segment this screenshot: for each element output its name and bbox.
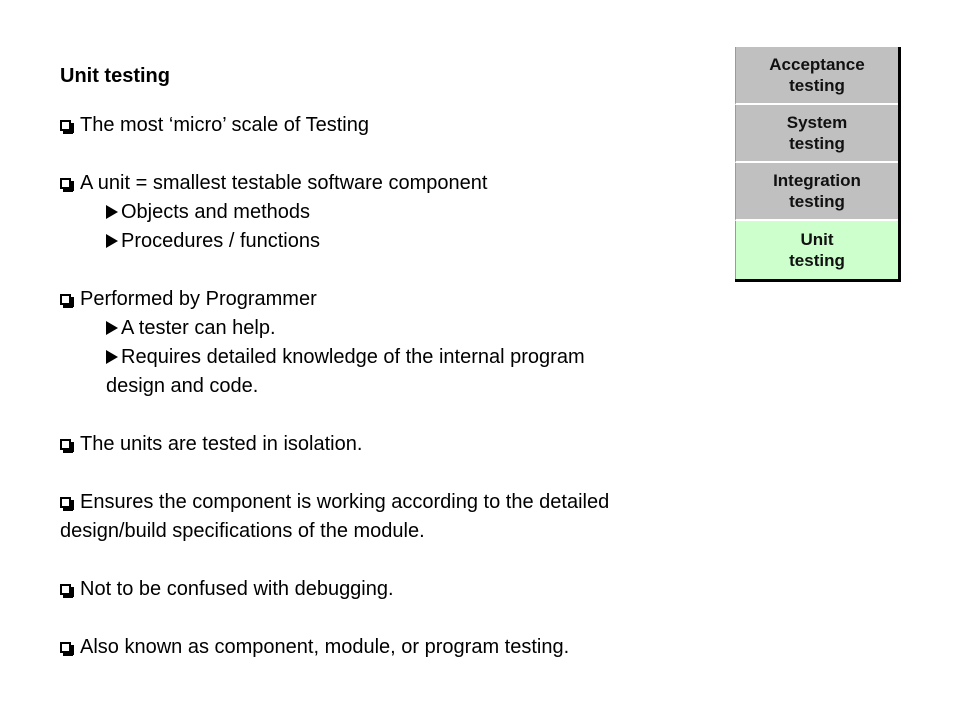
bullet-isolation [60,431,362,457]
checkbox-bullet-icon [60,439,71,450]
level-label: System [786,113,848,132]
arrow-bullet-icon [106,234,118,248]
bullet-text: A unit = smallest testable software component [80,172,488,194]
arrow-bullet-icon [106,350,118,364]
checkbox-bullet-icon [60,294,71,305]
slide-title: Unit testing [60,65,170,87]
bullet-debugging [60,576,394,602]
sub-bullet-procedures [106,228,320,254]
level-label: Integration [773,171,861,190]
sub-bullet-text: Requires detailed knowledge of the internal program [121,346,585,368]
level-label: testing [789,251,845,270]
testing-levels-diagram [735,47,901,282]
level-label: testing [789,76,845,95]
level-integration [735,163,898,221]
bullet-text: Also known as component, module, or program testing. [80,636,570,658]
sub-bullet-knowledge [106,344,585,370]
bullet-text: The most ‘micro’ scale of Testing [80,114,369,136]
bullet-performed-by [60,286,317,312]
checkbox-bullet-icon [60,642,71,653]
bullet-text: Not to be confused with debugging. [80,578,394,600]
checkbox-bullet-icon [60,584,71,595]
bullet-text: Performed by Programmer [80,288,317,310]
checkbox-bullet-icon [60,120,71,131]
level-label: testing [789,192,845,211]
bullet-text: Ensures the component is working according to the detailed [80,491,610,513]
sub-bullet-objects [106,199,310,225]
level-acceptance [735,47,898,105]
sub-bullet-tester [106,315,276,341]
sub-bullet-knowledge-cont [106,373,258,399]
level-unit [735,221,898,279]
checkbox-bullet-icon [60,178,71,189]
sub-bullet-text: Objects and methods [121,201,310,223]
sub-bullet-text: Procedures / functions [121,230,320,252]
bullet-text: The units are tested in isolation. [80,433,363,455]
level-label: Acceptance [769,55,865,74]
arrow-bullet-icon [106,205,118,219]
bullet-text: design/build specifications of the module. [60,520,425,542]
sub-bullet-text: A tester can help. [121,317,276,339]
bullet-ensures [60,489,609,515]
checkbox-bullet-icon [60,497,71,508]
arrow-bullet-icon [106,321,118,335]
bullet-also-known [60,634,569,660]
level-label: testing [789,134,845,153]
bullet-ensures-cont [60,518,425,544]
sub-bullet-text: design and code. [106,375,259,397]
level-label: Unit [800,230,834,249]
bullet-micro-scale [60,112,369,138]
level-system [735,105,898,163]
bullet-unit-definition [60,170,487,196]
